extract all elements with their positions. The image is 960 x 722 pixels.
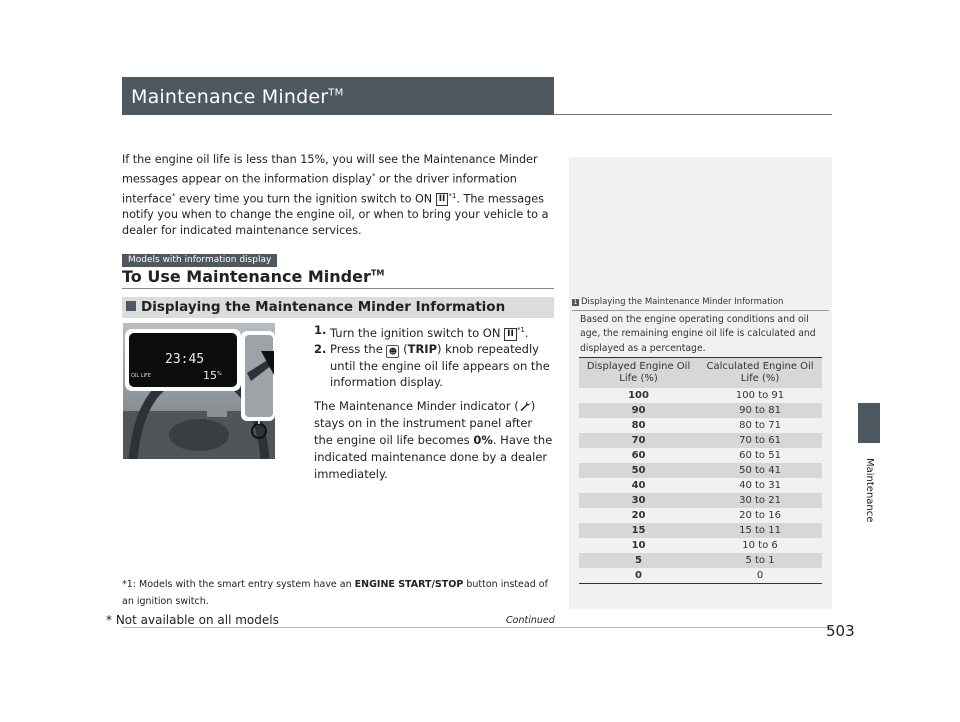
table-row: 10 10 to 6	[631, 540, 778, 551]
square-bullet-icon	[126, 301, 136, 311]
trip-knob-callout	[241, 331, 275, 421]
footer-rule	[122, 627, 832, 628]
trip-knob-icon: ☻	[386, 345, 399, 358]
wrench-icon	[519, 400, 531, 412]
step-2: 2. Press the ☻ (TRIP) knob repeatedly until the engine oil life appears on the information display.	[314, 341, 550, 389]
note-heading: 1 Displaying the Maintenance Minder Information	[573, 297, 784, 307]
table-header: Displayed Engine Oil Life (%)	[579, 358, 698, 389]
table-row: 20 20 to 16	[631, 510, 781, 521]
availability-note: * Not available on all models	[106, 613, 279, 627]
table-header: Calculated Engine Oil Life (%)	[698, 358, 822, 389]
oil-life-unit: %	[217, 371, 222, 377]
oil-life-table	[579, 357, 822, 584]
note-body: Based on the engine operating conditions and oil age, the remaining engine oil life is calculated and displayed as a percentage.	[580, 314, 816, 354]
page-number: 503	[826, 622, 855, 640]
table-row: 5 5 to 1	[579, 553, 822, 568]
table-row: 80 80 to 71	[631, 420, 781, 431]
table-row: 0 0	[579, 568, 822, 584]
footnote: *1: Models with the smart entry system have an ENGINE START/STOP button instead of an ignition switch.	[122, 579, 548, 607]
ignition-ii-icon: II	[504, 328, 517, 341]
indicator-paragraph: The Maintenance Minder indicator ( ) stays on in the instrument panel after the engine oil life becomes 0%. Have the indicated maintenance done by a dealer immediately.	[314, 399, 553, 481]
oil-life-value: 15	[203, 369, 217, 382]
information-display	[125, 329, 241, 391]
side-section-label: Maintenance	[864, 458, 875, 523]
clock-readout: 23:45	[165, 352, 205, 367]
table-row: 50 50 to 41	[579, 463, 822, 478]
table-row: 70 70 to 61	[579, 433, 822, 448]
section-heading: To Use Maintenance Minder™	[122, 267, 385, 286]
ignition-ii-icon: II	[436, 193, 449, 206]
continued-label: Continued	[506, 615, 555, 626]
subheading: Displaying the Maintenance Minder Information	[126, 299, 505, 315]
table-row: 90 90 to 81	[579, 403, 822, 418]
heading-rule	[122, 288, 554, 289]
page-title: Maintenance Minder™	[131, 86, 344, 108]
step-list	[314, 322, 554, 390]
step-1: 1. Turn the ignition switch to ON II $^{*1}$.	[314, 323, 529, 340]
table-row: 100 100 to 91	[628, 390, 785, 401]
table-row: 15 15 to 11	[579, 523, 822, 538]
note-rule	[572, 310, 829, 311]
intro-paragraph: If the engine oil life is less than 15%, you will see the Maintenance Minder messages appear on the information display* or the driver information interface* every time you turn the ignition switch to ON II $^{*1}$. The messages notify you when to change the engine oil, or when to bring your vehicle to a dealer for indicated maintenance services.	[122, 153, 549, 238]
models-tag: Models with information display	[122, 254, 277, 267]
oil-life-label: OIL LIFE	[131, 373, 152, 379]
table-row: 30 30 to 21	[579, 493, 822, 508]
note-marker-icon: 1	[573, 299, 578, 306]
table-row: 60 60 to 51	[631, 450, 781, 461]
dashboard-photo	[123, 323, 275, 459]
title-rule	[554, 114, 832, 115]
table-row: 40 40 to 31	[631, 480, 781, 491]
